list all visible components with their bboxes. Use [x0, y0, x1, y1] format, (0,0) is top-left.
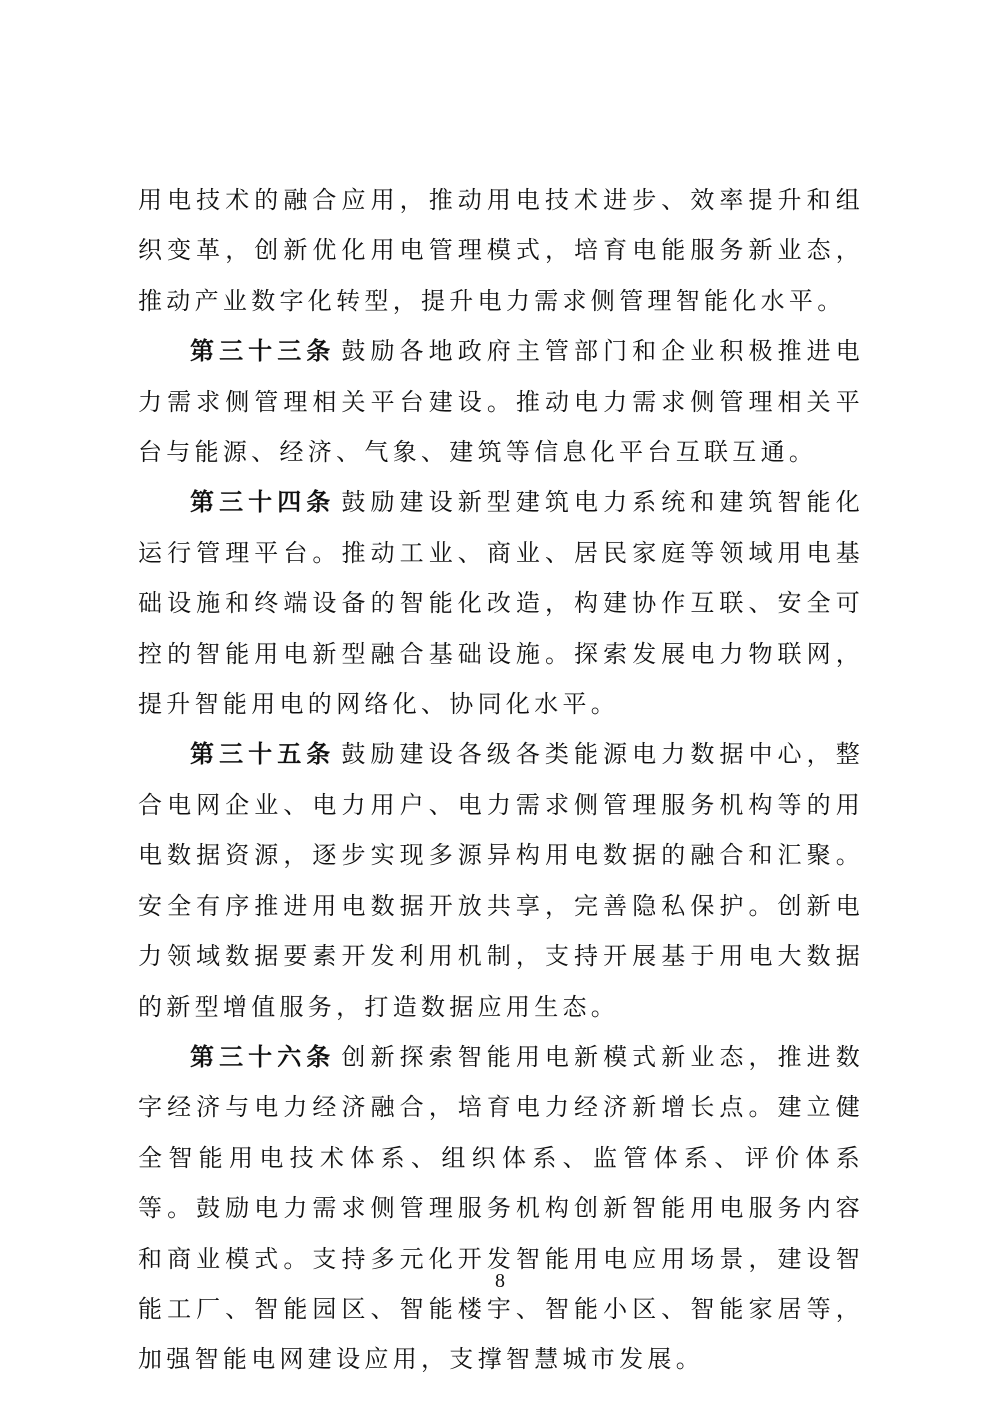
article-number: 第三十四条	[190, 487, 336, 517]
page-number: 8	[495, 1270, 505, 1292]
article-35	[138, 729, 864, 1031]
article-number: 第三十六条	[190, 1041, 336, 1071]
article-text: 创新探索智能用电新模式新业态，推进数字经济与电力经济融合，培育电力经济新增长点。建立健全智能用电技术体系、组织体系、监管体系、评价体系等。鼓励电力需求侧管理服务机构创新智能用电服务内容和商业模式。支持多元化开发智能用电应用场景，建设智能工厂、智能园区、智能楼宇、智能小区、智能家居等，加强智能电网建设应用，支撑智慧城市发展。	[138, 1042, 864, 1374]
article-text: 鼓励各地政府主管部门和企业积极推进电力需求侧管理相关平台建设。推动电力需求侧管理相关平台与能源、经济、气象、建筑等信息化平台互联互通。	[138, 337, 864, 467]
article-number: 第三十五条	[190, 739, 336, 769]
article-text: 鼓励建设各级各类能源电力数据中心，整合电网企业、电力用户、电力需求侧管理服务机构等的用电数据资源，逐步实现多源异构用电数据的融合和汇聚。安全有序推进用电数据开放共享，完善隐私保护。创新电力领域数据要素开发利用机制，支持开展基于用电大数据的新型增值服务，打造数据应用生态。	[138, 740, 864, 1021]
article-33	[138, 326, 864, 477]
document-body	[138, 175, 864, 1385]
article-text: 鼓励建设新型建筑电力系统和建筑智能化运行管理平台。推动工业、商业、居民家庭等领域用电基础设施和终端设备的智能化改造，构建协作互联、安全可控的智能用电新型融合基础设施。探索发展电力物联网，提升智能用电的网络化、协同化水平。	[138, 488, 864, 719]
article-number: 第三十三条	[190, 336, 336, 366]
continuation-paragraph: 用电技术的融合应用，推动用电技术进步、效率提升和组织变革，创新优化用电管理模式，培育电能服务新业态，推动产业数字化转型，提升电力需求侧管理智能化水平。	[138, 186, 864, 315]
article-36	[138, 1032, 864, 1385]
article-34	[138, 477, 864, 729]
